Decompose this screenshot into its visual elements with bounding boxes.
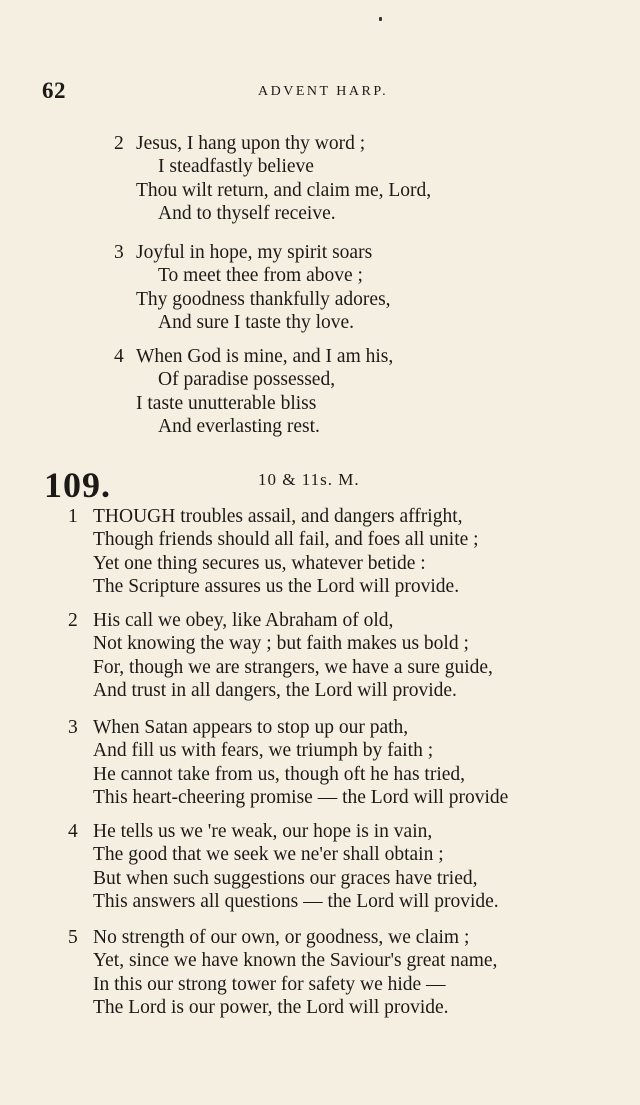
verse-line: This answers all questions — the Lord will provide. (93, 890, 499, 912)
verse-line: But when such suggestions our graces have tried, (93, 867, 478, 889)
verse-line: To meet thee from above ; (158, 265, 363, 287)
verse-line: And fill us with fears, we triumph by faith ; (93, 740, 434, 762)
verse-line: This heart-cheering promise — the Lord will provide (93, 786, 509, 808)
verse-line: Thy goodness thankfully adores, (136, 288, 391, 310)
verse-line: Of paradise possessed, (158, 369, 336, 391)
verse-line: He cannot take from us, though oft he has tried, (93, 763, 466, 785)
verse-line: His call we obey, like Abraham of old, (93, 610, 394, 631)
verse-line: And to thyself receive. (158, 202, 336, 224)
verse-line: For, though we are strangers, we have a sure guide, (93, 656, 493, 678)
verse-line: And everlasting rest. (158, 415, 320, 437)
print-speck (379, 17, 382, 21)
hymn-meter: 10 & 11s. M. (258, 470, 360, 489)
hymn-108-stanza-2 (114, 132, 431, 225)
running-head: ADVENT HARP. (258, 84, 389, 99)
verse-line: No strength of our own, or goodness, we claim ; (93, 927, 470, 948)
hymn-109-stanza-5 (68, 926, 497, 1019)
verse-line: When Satan appears to stop up our path, (93, 717, 409, 738)
hymn-109-stanza-2 (68, 609, 493, 702)
stanza-number: 4 (68, 821, 78, 842)
hymn-109-stanza-3 (68, 716, 508, 809)
verse-line: The good that we seek we ne'er shall obtain ; (93, 844, 444, 866)
verse-line: Yet, since we have known the Saviour's great name, (93, 950, 498, 972)
stanza-number: 1 (68, 506, 78, 527)
verse-line: Yet one thing secures us, whatever betide : (93, 552, 426, 574)
verse-line: I taste unutterable bliss (136, 392, 317, 414)
verse-line: Though friends should all fail, and foes all unite ; (93, 529, 479, 551)
hymn-108-stanza-4 (114, 345, 393, 438)
verse-line: The Scripture assures us the Lord will provide. (93, 575, 460, 597)
page-number: 62 (42, 78, 66, 103)
verse-line: And sure I taste thy love. (158, 311, 355, 333)
verse-line: He tells us we 're weak, our hope is in vain, (93, 821, 433, 842)
verse-line: Jesus, I hang upon thy word ; (136, 133, 366, 154)
verse-line: When God is mine, and I am his, (136, 346, 394, 367)
verse-line: Not knowing the way ; but faith makes us bold ; (93, 633, 469, 655)
stanza-number: 4 (114, 346, 124, 367)
verse-line: Thou wilt return, and claim me, Lord, (136, 179, 432, 201)
hymn-109-stanza-1 (68, 505, 479, 598)
stanza-number: 2 (114, 133, 124, 154)
verse-line: In this our strong tower for safety we hide — (93, 973, 446, 995)
stanza-number: 3 (68, 717, 78, 738)
hymn-number: 109. (44, 465, 111, 505)
verse-line: The Lord is our power, the Lord will provide. (93, 996, 449, 1018)
hymn-109-stanza-4 (68, 820, 499, 913)
stanza-number: 5 (68, 927, 78, 948)
stanza-number: 3 (114, 242, 124, 263)
stanza-number: 2 (68, 610, 78, 631)
verse-line: I steadfastly believe (158, 156, 314, 178)
verse-line: THOUGH troubles assail, and dangers affright, (93, 506, 463, 527)
verse-line: And trust in all dangers, the Lord will provide. (93, 679, 457, 701)
verse-line: Joyful in hope, my spirit soars (136, 242, 373, 263)
hymn-108-stanza-3 (114, 241, 391, 334)
